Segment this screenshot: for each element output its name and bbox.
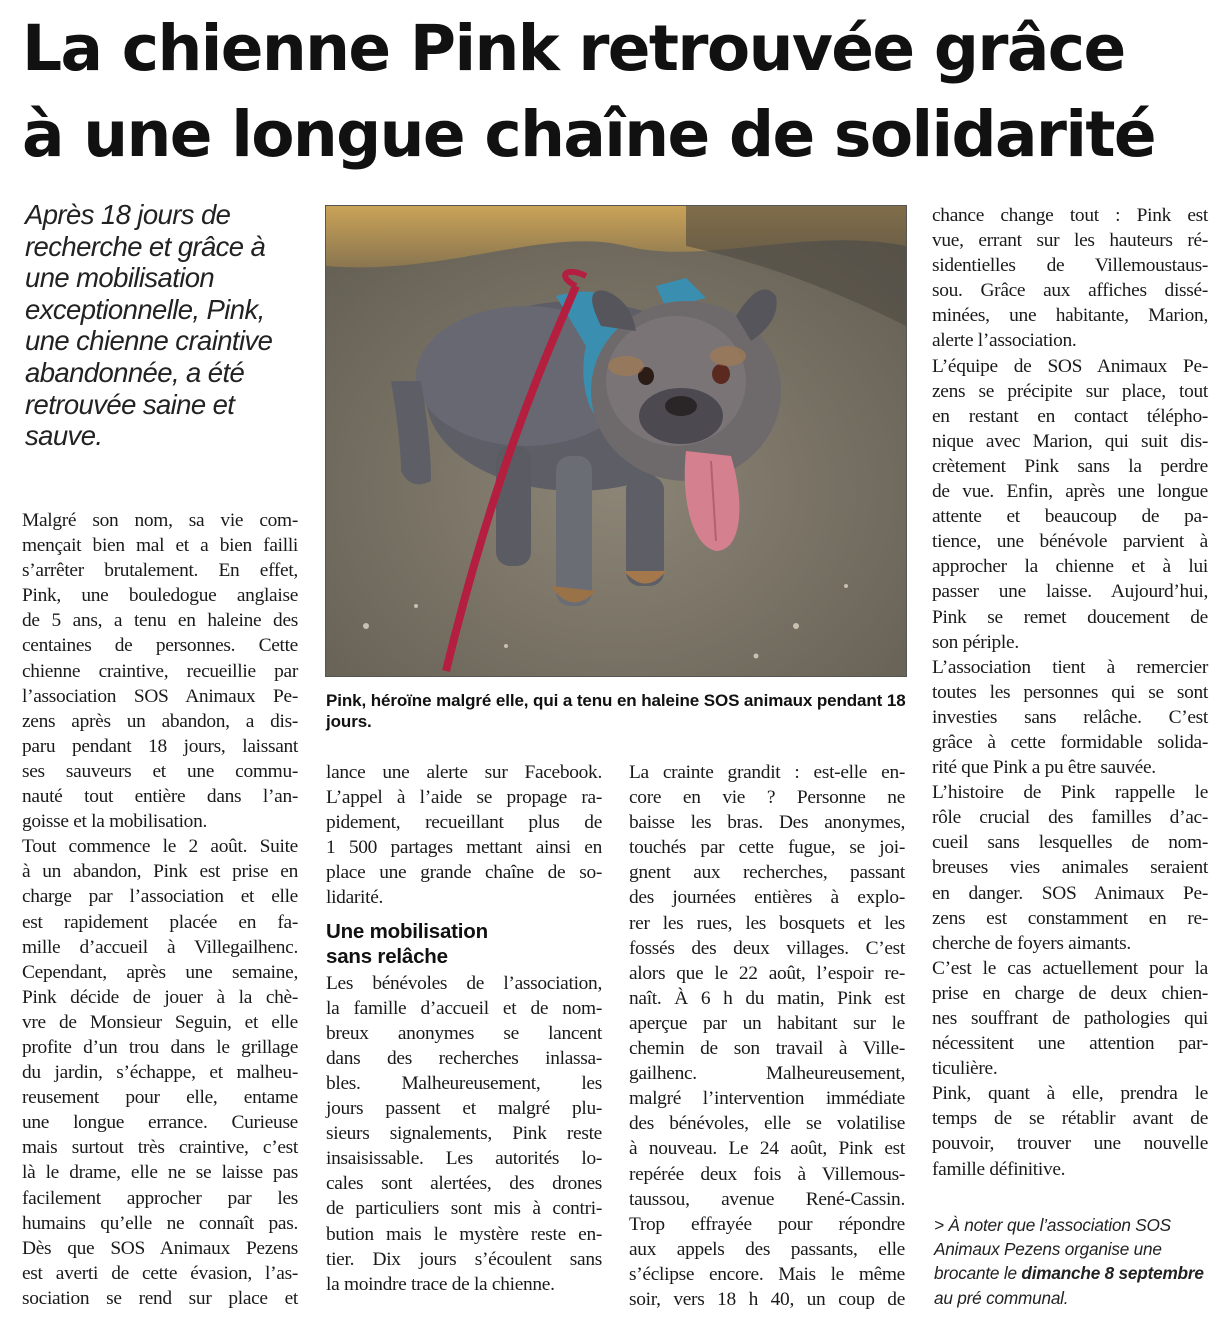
article-column-1 bbox=[22, 508, 298, 1311]
text-line: La crainte grandit : est-elle en- bbox=[629, 762, 905, 783]
text-line: Malgré son nom, sa vie com- bbox=[22, 510, 298, 531]
text-line: de particuliers sont mis à contri- bbox=[326, 1198, 602, 1220]
subheading-line-2: sans relâche bbox=[326, 944, 448, 968]
article-column-4 bbox=[932, 203, 1208, 1182]
text-line: goisse et la mobilisation. bbox=[22, 811, 208, 833]
text-line: est averti de cette évasion, l’as- bbox=[22, 1262, 298, 1284]
text-line: mençait bien mal et a bien failli bbox=[22, 535, 298, 557]
text-line: attente et beaucoup de pa- bbox=[932, 506, 1208, 528]
text-line: C’est le cas actuellement pour la bbox=[932, 957, 1208, 979]
text-line: zens après un abandon, a dis- bbox=[22, 710, 298, 732]
text-line: bles. Malheureusement, les bbox=[326, 1072, 602, 1094]
lead-paragraph bbox=[25, 199, 315, 452]
text-line: rité que Pink a pu être sauvée. bbox=[932, 757, 1156, 779]
text-line: du jardin, s’échappe, et malheu- bbox=[22, 1062, 298, 1084]
text-line: Pink décide de jouer à la chè- bbox=[22, 986, 298, 1008]
text-line: minées, une habitante, Marion, bbox=[932, 305, 1208, 327]
lead-line: une mobilisation bbox=[25, 262, 215, 294]
text-line: insaisissable. Les autorités lo- bbox=[326, 1148, 602, 1170]
text-line: touchés par cette fugue, se joi- bbox=[629, 837, 905, 859]
text-line: temps de se rétablir avant de bbox=[932, 1108, 1208, 1130]
text-line: de vue. Enfin, après une longue bbox=[932, 481, 1208, 503]
text-line: vre de Monsieur Seguin, et elle bbox=[22, 1011, 298, 1033]
text-line: là le drame, elle ne se laisse pas bbox=[22, 1162, 298, 1184]
text-line: une longue errance. Curieuse bbox=[22, 1112, 298, 1134]
text-line: chemin de son travail à Ville- bbox=[629, 1038, 905, 1060]
text-line: est rapidement placée en fa- bbox=[22, 911, 298, 933]
note-line-1: > À noter que l’association SOS bbox=[934, 1215, 1171, 1235]
text-line: nique avec Marion, qui suit dis- bbox=[932, 430, 1208, 452]
text-line: chance change tout : Pink est bbox=[932, 205, 1208, 226]
text-line: alors que le 22 août, l’espoir re- bbox=[629, 962, 905, 984]
text-line: s’éclipse encore. Mais le même bbox=[629, 1263, 905, 1285]
column-2-paragraph-2 bbox=[326, 971, 602, 1297]
photo-caption: Pink, héroïne malgré elle, qui a tenu en haleine SOS animaux pendant 18 jours. bbox=[326, 691, 906, 731]
text-line: centaines de personnes. Cette bbox=[22, 635, 298, 657]
text-line: dans des recherches inlassa- bbox=[326, 1047, 602, 1069]
text-line: Pink se remet doucement de bbox=[932, 606, 1208, 628]
text-line: L’association tient à remercier bbox=[932, 656, 1208, 678]
text-line: aperçue par un habitant sur le bbox=[629, 1012, 905, 1034]
text-line: cherche de foyers aimants. bbox=[932, 932, 1131, 954]
event-note bbox=[934, 1213, 1214, 1310]
text-line: crètement Pink sans la perdre bbox=[932, 455, 1208, 477]
lead-line: recherche et grâce à bbox=[25, 230, 266, 262]
text-line: Pink, quant à elle, prendra le bbox=[932, 1083, 1208, 1105]
text-line: Les bénévoles de l’association, bbox=[326, 972, 602, 994]
text-line: sieurs signalements, Pink reste bbox=[326, 1123, 602, 1145]
text-line: malgré l’intervention immédiate bbox=[629, 1088, 905, 1110]
text-line: tience, une bénévole parvient à bbox=[932, 531, 1208, 553]
text-line: nauté tout entière dans l’an- bbox=[22, 786, 298, 808]
note-line-3 bbox=[934, 1261, 1214, 1285]
note-line-4: au pré communal. bbox=[934, 1287, 1069, 1308]
text-line: approcher la chienne et à lui bbox=[932, 556, 1208, 578]
text-line: baisse les bras. Des anonymes, bbox=[629, 812, 905, 834]
text-line: à nouveau. Le 24 août, Pink est bbox=[629, 1138, 905, 1160]
text-line: jours passent et malgré plu- bbox=[326, 1098, 602, 1120]
text-line: place une grande chaîne de so- bbox=[326, 862, 602, 884]
text-line: L’équipe de SOS Animaux Pe- bbox=[932, 355, 1208, 377]
text-line: tier. Dix jours s’écoulent sans bbox=[326, 1248, 602, 1270]
text-line: s’arrêter brutalement. En effet, bbox=[22, 560, 298, 582]
text-line: Trop effrayée pour répondre bbox=[629, 1213, 905, 1235]
column-2-paragraph-1 bbox=[326, 760, 602, 911]
note-line-3-text: brocante le bbox=[934, 1263, 1022, 1284]
text-line: cueil sans lesquelles de nom- bbox=[932, 832, 1208, 854]
text-line: taussou, avenue René-Cassin. bbox=[629, 1188, 905, 1210]
dog-photo bbox=[325, 205, 907, 677]
text-line: Cependant, après une semaine, bbox=[22, 961, 298, 983]
lead-line: retrouvée saine et bbox=[25, 388, 235, 420]
text-line: cales sont alertées, des drones bbox=[326, 1173, 602, 1195]
text-line: breuses vies animales seraient bbox=[932, 857, 1208, 879]
text-line: de 5 ans, a tenu en haleine des bbox=[22, 610, 298, 632]
text-line: gailhenc. Malheureusement, bbox=[629, 1063, 905, 1085]
text-line: chienne craintive, recueillie par bbox=[22, 660, 298, 682]
text-line: des journées entières à explo- bbox=[629, 887, 905, 909]
text-line: zens se précipite sur place, tout bbox=[932, 380, 1208, 402]
text-line: pouvoir, trouver une nouvelle bbox=[932, 1133, 1208, 1155]
text-line: lance une alerte sur Facebook. bbox=[326, 762, 602, 783]
subheading-line-1: Une mobilisation bbox=[326, 919, 488, 943]
text-line: la famille d’accueil et de nom- bbox=[326, 997, 602, 1019]
article-column-2 bbox=[326, 760, 602, 1297]
text-line: à un abandon, Pink est prise en bbox=[22, 861, 298, 883]
text-line: ticulière. bbox=[932, 1058, 998, 1080]
lead-line: une chienne craintive bbox=[25, 325, 273, 357]
text-line: rôle crucial des familles d’ac- bbox=[932, 807, 1208, 829]
headline bbox=[22, 6, 1212, 178]
lead-line: abandonnée, a été bbox=[25, 356, 245, 388]
text-line: humains qu’elle ne connaît pas. bbox=[22, 1212, 298, 1234]
text-line: investies sans relâche. C’est bbox=[932, 706, 1208, 728]
dog-photo-illustration bbox=[326, 206, 906, 676]
headline-line-1: La chienne Pink retrouvée grâce bbox=[22, 12, 1125, 85]
text-line: charge par l’association et elle bbox=[22, 886, 298, 908]
text-line: reusement pour elle, entame bbox=[22, 1087, 298, 1109]
text-line: en danger. SOS Animaux Pe- bbox=[932, 882, 1208, 904]
text-line: pidement, recueillant plus de bbox=[326, 812, 602, 834]
text-line: zens est constamment en re- bbox=[932, 907, 1208, 929]
text-line: vue, errant sur les hauteurs ré- bbox=[932, 230, 1208, 252]
text-line: mais surtout très craintive, c’est bbox=[22, 1137, 298, 1159]
text-line: soir, vers 18 h 40, un coup de bbox=[629, 1288, 905, 1310]
lead-line: Après 18 jours de bbox=[25, 199, 231, 230]
text-line: fossés des deux villages. C’est bbox=[629, 937, 905, 959]
text-line: Dès que SOS Animaux Pezens bbox=[22, 1237, 298, 1259]
text-line: profite d’un trou dans le grillage bbox=[22, 1036, 298, 1058]
text-line: nes souffrant de pathologies qui bbox=[932, 1008, 1208, 1029]
article-column-3 bbox=[629, 760, 905, 1312]
text-line: son périple. bbox=[932, 631, 1019, 653]
text-line: paru pendant 18 jours, laissant bbox=[22, 735, 298, 757]
text-line: alerte l’association. bbox=[932, 330, 1077, 352]
text-line: prise en charge de deux chien- bbox=[932, 982, 1208, 1004]
text-line: ses sauveurs et une commu- bbox=[22, 760, 298, 782]
text-line: famille définitive. bbox=[932, 1158, 1066, 1180]
lead-line: exceptionnelle, Pink, bbox=[25, 293, 265, 325]
text-line: naît. À 6 h du matin, Pink est bbox=[629, 987, 905, 1009]
text-line: aux appels des passants, elle bbox=[629, 1238, 905, 1260]
text-line: gnent aux recherches, passant bbox=[629, 862, 905, 884]
text-line: L’appel à l’aide se propage ra- bbox=[326, 787, 602, 809]
text-line: mille d’accueil à Villegailhenc. bbox=[22, 936, 298, 958]
text-line: sou. Grâce aux affiches dissé- bbox=[932, 280, 1208, 302]
text-line: la moindre trace de la chienne. bbox=[326, 1273, 555, 1295]
text-line: Tout commence le 2 août. Suite bbox=[22, 836, 298, 858]
text-line: bution mais le mystère reste en- bbox=[326, 1223, 602, 1245]
note-line-2: Animaux Pezens organise une bbox=[934, 1239, 1162, 1260]
text-line: facilement approcher par les bbox=[22, 1187, 298, 1209]
text-line: passer une laisse. Aujourd’hui, bbox=[932, 581, 1208, 603]
text-line: Pink, une bouledogue anglaise bbox=[22, 585, 298, 607]
text-line: core en vie ? Personne ne bbox=[629, 787, 905, 809]
headline-line-2: à une longue chaîne de solidarité bbox=[22, 98, 1156, 171]
text-line: repérée deux fois à Villemous- bbox=[629, 1163, 905, 1185]
text-line: nécessitent une attention par- bbox=[932, 1033, 1208, 1055]
text-line: des bénévoles, elle se volatilise bbox=[629, 1113, 905, 1135]
text-line: grâce à cette formidable solida- bbox=[932, 731, 1208, 753]
text-line: sociation se rend sur place et bbox=[22, 1287, 298, 1309]
text-line: 1 500 partages mettant ainsi en bbox=[326, 837, 602, 859]
text-line: l’association SOS Animaux Pe- bbox=[22, 685, 298, 707]
note-event-date: dimanche 8 septembre bbox=[1021, 1263, 1204, 1284]
text-line: breux anonymes se lancent bbox=[326, 1022, 602, 1044]
text-line: en restant en contact télépho- bbox=[932, 405, 1208, 427]
text-line: L’histoire de Pink rappelle le bbox=[932, 782, 1208, 804]
subheading bbox=[326, 919, 602, 969]
lead-line: sauve. bbox=[25, 420, 103, 452]
text-line: rer les rues, les bosquets et les bbox=[629, 912, 905, 934]
text-line: toutes les personnes qui se sont bbox=[932, 681, 1208, 703]
text-line: sidentielles de Villemoustaus- bbox=[932, 255, 1208, 277]
text-line: lidarité. bbox=[326, 887, 384, 909]
